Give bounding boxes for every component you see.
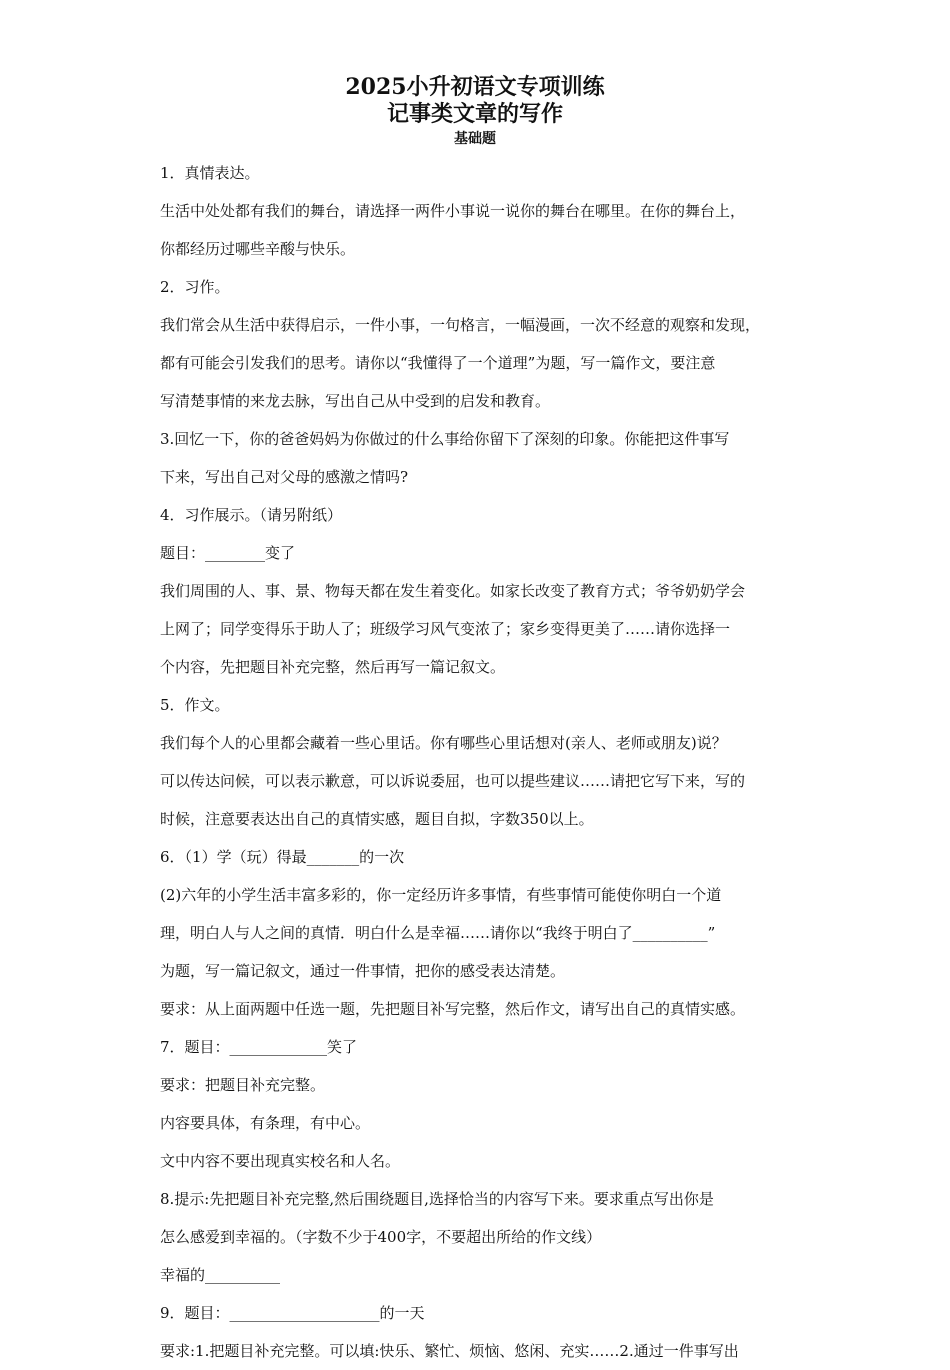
text-line: 我们每个人的心里都会藏着一些心里话。你有哪些心里话想对(亲人、老师或朋友)说？ <box>160 734 727 752</box>
text-line: 我们常会从生活中获得启示，一件小事，一句格言，一幅漫画，一次不经意的观察和发现， <box>160 316 761 334</box>
text-line: 生活中处处都有我们的舞台，请选择一两件小事说一说你的舞台在哪里。在你的舞台上， <box>160 202 746 220</box>
text-line: 5．作文。 <box>160 696 230 714</box>
text-line: 时候，注意要表达出自己的真情实感，题目自拟，字数350以上。 <box>160 810 594 828</box>
section-heading: 基础题 <box>454 131 496 147</box>
text-line: 7．题目：_____________笑了 <box>160 1038 358 1056</box>
text-line: 我们周围的人、事、景、物每天都在发生着变化。如家长改变了教育方式；爷爷奶奶学会 <box>160 582 746 600</box>
text-line: 6．（1）学（玩）得最_______的一次 <box>160 848 405 866</box>
text-line: 写清楚事情的来龙去脉，写出自己从中受到的启发和教育。 <box>160 392 551 410</box>
document-subtitle: 记事类文章的写作 <box>386 101 563 127</box>
text-line: 9．题目：____________________的一天 <box>160 1304 425 1322</box>
text-line: 都有可能会引发我们的思考。请你以“我懂得了一个道理”为题，写一篇作文，要注意 <box>160 354 716 372</box>
text-line: 你都经历过哪些辛酸与快乐。 <box>160 240 356 258</box>
text-line: 下来，写出自己对父母的感激之情吗? <box>160 468 409 486</box>
text-line: (2)六年的小学生活丰富多彩的，你一定经历许多事情，有些事情可能使你明白一个道 <box>160 886 722 904</box>
text-line: 幸福的__________ <box>160 1266 281 1284</box>
text-line: 要求：从上面两题中任选一题，先把题目补写完整，然后作文，请写出自己的真情实感。 <box>160 1000 746 1018</box>
text-line: 要求：把题目补充完整。 <box>160 1076 326 1094</box>
text-line: 8.提示:先把题目补充完整,然后围绕题目,选择恰当的内容写下来。要求重点写出你是 <box>160 1190 714 1208</box>
text-line: 3.回忆一下，你的爸爸妈妈为你做过的什么事给你留下了深刻的印象。你能把这件事写 <box>160 430 730 448</box>
text-line: 理，明白人与人之间的真情．明白什么是幸福……请你以“我终于明白了__________” <box>160 924 716 942</box>
text-line: 可以传达问候，可以表示歉意，可以诉说委屈，也可以提些建议……请把它写下来，写的 <box>160 772 746 790</box>
text-line: 为题，写一篇记叙文，通过一件事情，把你的感受表达清楚。 <box>160 962 566 980</box>
text-line: 内容要具体，有条理，有中心。 <box>160 1114 371 1132</box>
text-line: 4．习作展示。（请另附纸） <box>160 506 343 524</box>
text-line: 题目：________变了 <box>160 544 296 562</box>
text-line: 1．真情表达。 <box>160 164 260 182</box>
text-line: 文中内容不要出现真实校名和人名。 <box>160 1152 401 1170</box>
document-body <box>160 154 800 1370</box>
text-line: 上网了；同学变得乐于助人了；班级学习风气变浓了；家乡变得更美了……请你选择一 <box>160 620 731 638</box>
text-line: 怎么感爱到幸福的。（字数不少于400字，不要超出所给的作文线） <box>160 1228 602 1246</box>
text-line: 要求:1.把题目补充完整。可以填:快乐、繁忙、烦恼、悠闲、充实……2.通过一件事写出 <box>160 1342 739 1360</box>
document-title: 2025小升初语文专项训练 <box>345 74 605 100</box>
text-line: 个内容，先把题目补充完整，然后再写一篇记叙文。 <box>160 658 506 676</box>
text-line: 2．习作。 <box>160 278 230 296</box>
